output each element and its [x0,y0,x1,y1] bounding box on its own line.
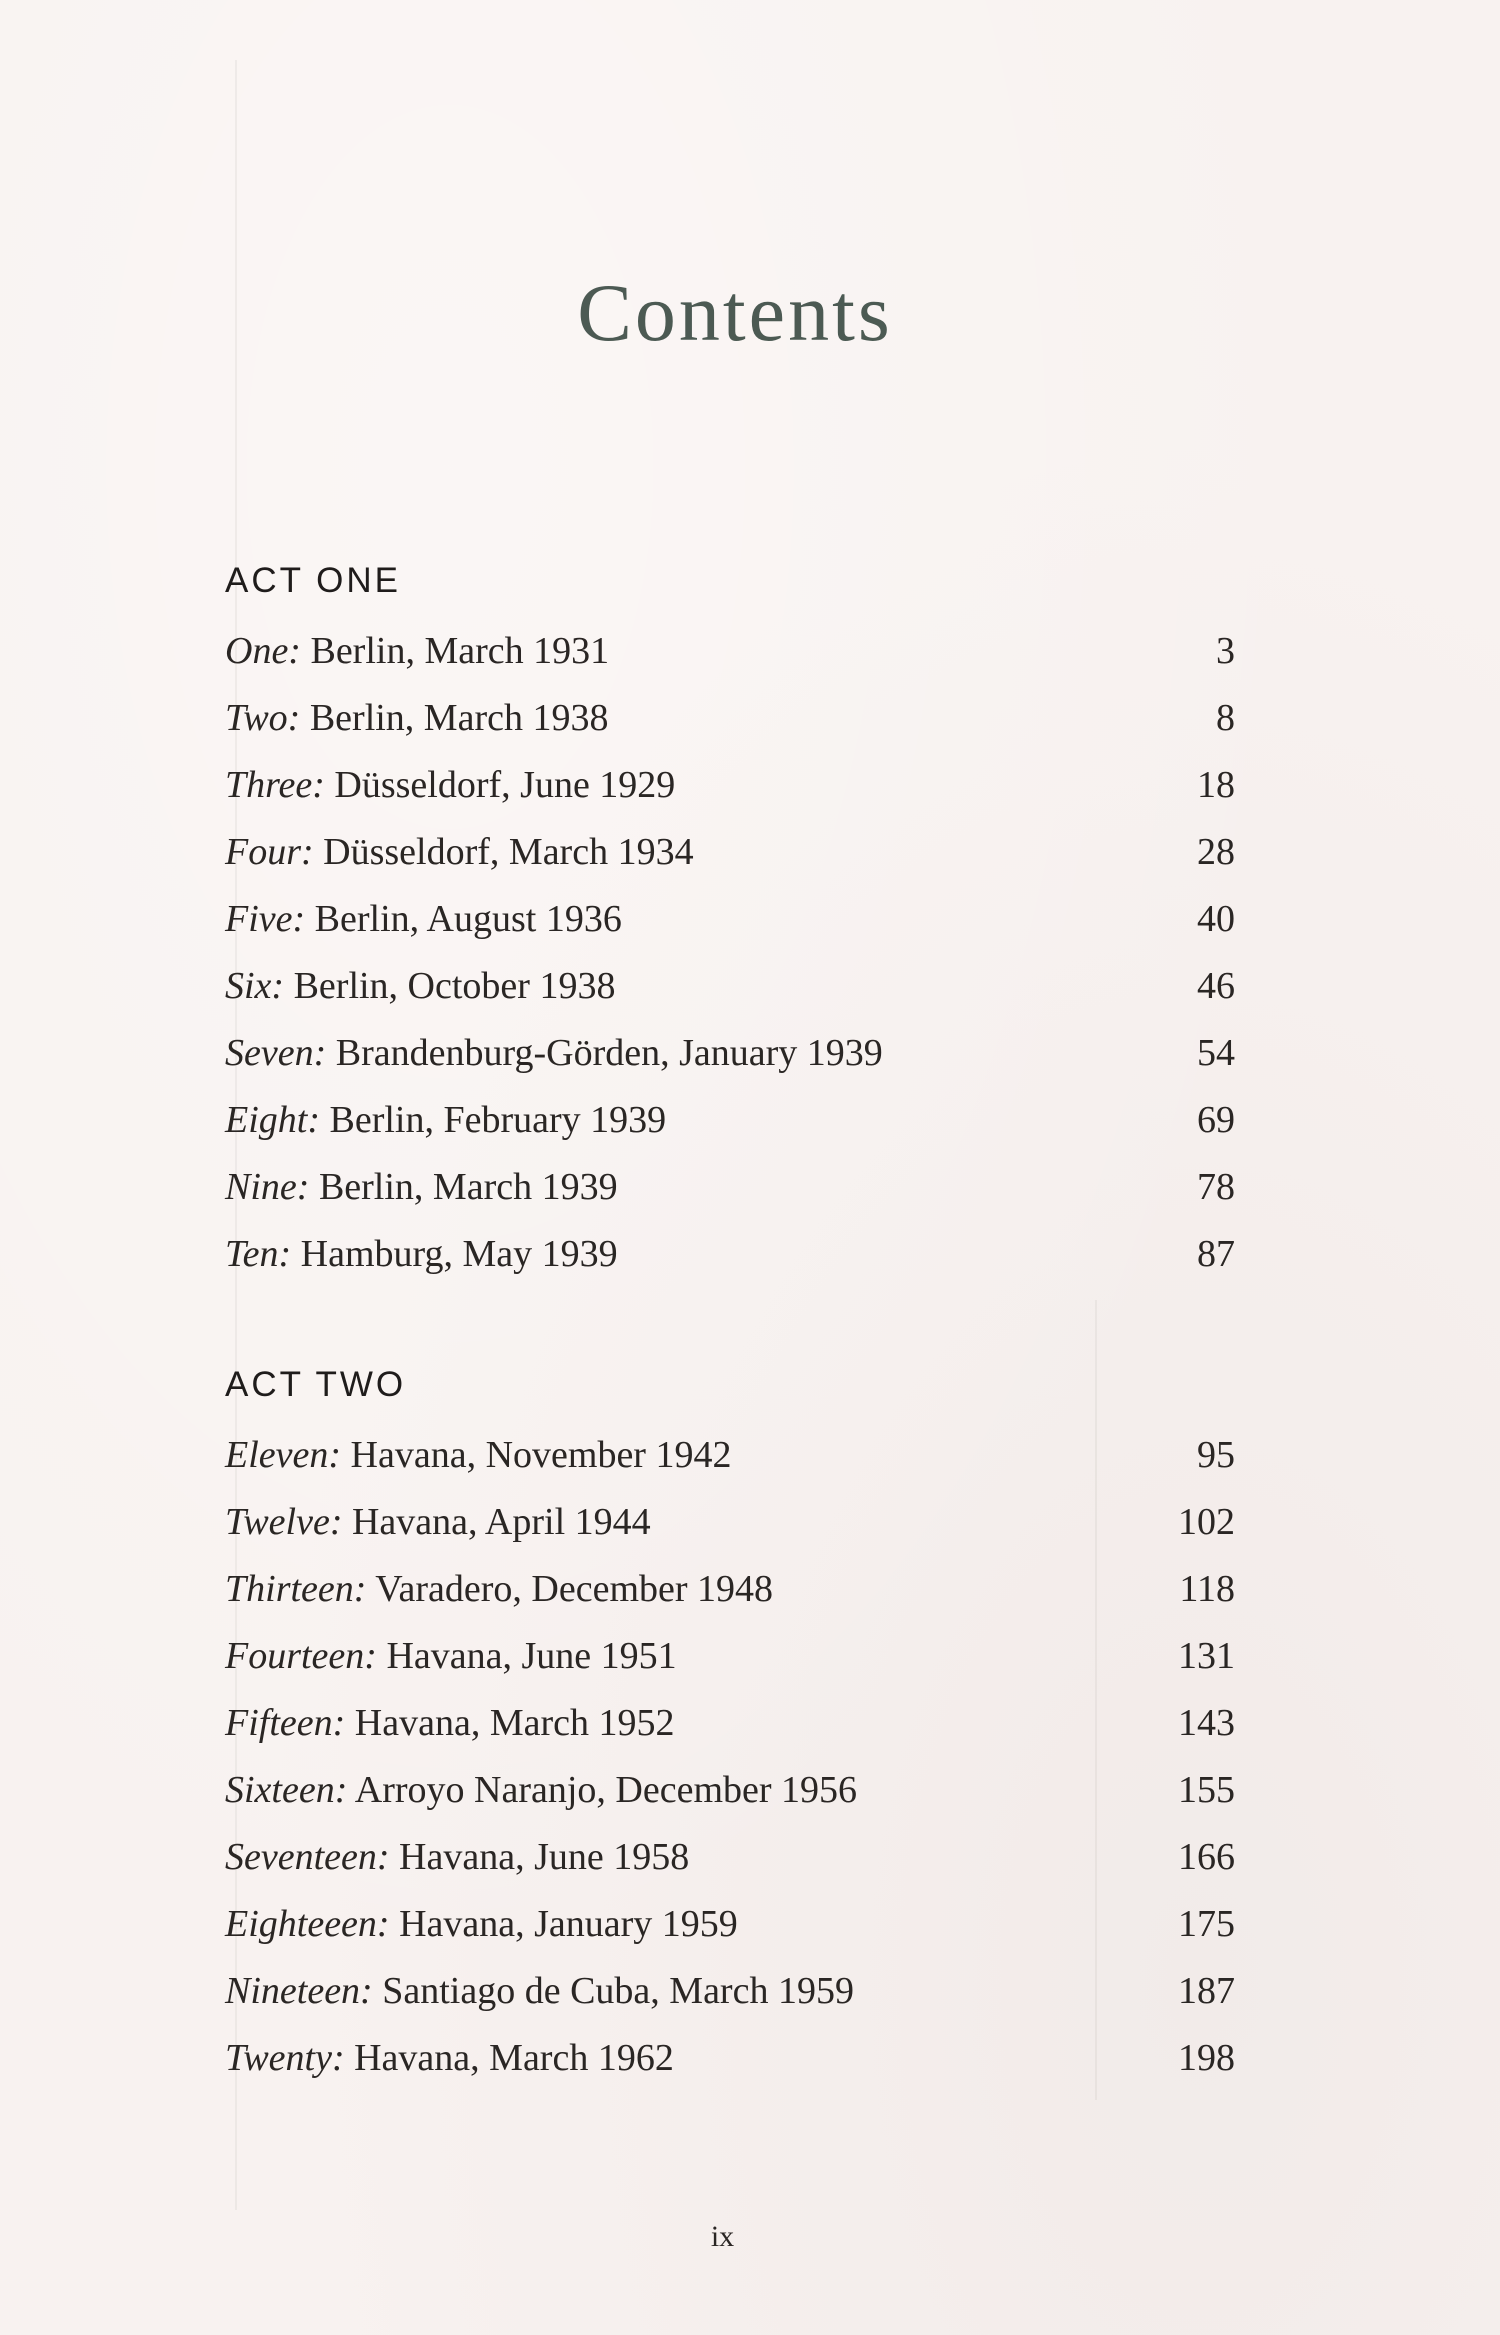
page-number: 131 [1178,1635,1235,1677]
toc-entry [225,1757,1235,1824]
chapter-place: Havana, April 1944 [351,1501,651,1543]
chapter-place: Hamburg, May 1939 [300,1233,618,1275]
page-number: 118 [1179,1568,1235,1610]
chapter-place: Varadero, December 1948 [375,1568,774,1610]
toc-entry [225,1087,1235,1154]
entry-label [225,1690,675,1757]
chapter-number: Two: [225,697,301,739]
toc-entry [225,685,1235,752]
entry-label [225,1020,883,1087]
entry-label [225,1958,854,2025]
toc-entry [225,1020,1235,1087]
entry-label [225,819,694,886]
chapter-number: Eleven: [225,1434,342,1476]
folio-page-number: ix [710,2220,735,2253]
page-number: 46 [1197,965,1235,1007]
entry-label [225,1824,689,1891]
toc-entry [225,752,1235,819]
chapter-number: Six: [225,965,285,1007]
chapter-place: Havana, January 1959 [399,1903,738,1945]
page-number: 143 [1178,1702,1235,1744]
chapter-number: One: [225,630,301,672]
chapter-number: Ten: [225,1233,292,1275]
chapter-number: Nine: [225,1166,310,1208]
entry-label [225,1891,738,1958]
entry-label [225,1556,773,1623]
page-number: 69 [1197,1099,1235,1141]
page-number: 3 [1216,630,1235,672]
entry-label [225,618,609,685]
chapter-place: Berlin, February 1939 [329,1099,667,1141]
entry-label [225,752,675,819]
toc-entry [225,1221,1235,1288]
entry-label [225,1623,677,1690]
chapter-place: Havana, June 1951 [386,1635,677,1677]
chapter-number: Sixteen: [225,1769,348,1811]
entry-label [225,1489,651,1556]
toc-entry [225,1824,1235,1891]
chapter-number: Seven: [225,1032,327,1074]
act-two-section [225,1360,1235,2092]
toc-entry [225,1422,1235,1489]
toc-entry [225,618,1235,685]
page-number: 87 [1197,1233,1235,1275]
entry-label [225,886,622,953]
chapter-place: Santiago de Cuba, March 1959 [382,1970,854,2012]
chapter-number: Twelve: [225,1501,343,1543]
chapter-place: Brandenburg-Görden, January 1939 [335,1032,883,1074]
page-number: 54 [1197,1032,1235,1074]
entry-label [225,1154,618,1221]
chapter-number: Eighteeen: [225,1903,390,1945]
page-number: 28 [1197,831,1235,873]
chapter-number: Eight: [225,1099,320,1141]
entry-label [225,1757,857,1824]
page-number: 102 [1178,1501,1235,1543]
page-number: 187 [1178,1970,1235,2012]
act-heading: ACT TWO [225,1365,407,1404]
chapter-place: Berlin, August 1936 [314,898,622,940]
chapter-number: Seventeen: [225,1836,390,1878]
toc-entry [225,1891,1235,1958]
toc-entry [225,1489,1235,1556]
entry-label [225,953,615,1020]
entry-label [225,685,608,752]
page-number: 175 [1178,1903,1235,1945]
chapter-number: Thirteen: [225,1568,367,1610]
chapter-number: Twenty: [225,2037,345,2079]
toc-entry [225,1154,1235,1221]
toc-entry [225,1556,1235,1623]
chapter-place: Berlin, March 1931 [310,630,610,672]
page-number: 155 [1178,1769,1235,1811]
chapter-place: Berlin, March 1939 [318,1166,618,1208]
page-number: 78 [1197,1166,1235,1208]
entry-label [225,2025,674,2092]
page-number: 40 [1197,898,1235,940]
chapter-number: Fifteen: [225,1702,346,1744]
act-one-section [225,556,1235,1288]
chapter-number: Four: [225,831,314,873]
page-number: 166 [1178,1836,1235,1878]
chapter-number: Fourteen: [225,1635,377,1677]
chapter-number: Three: [225,764,325,806]
toc-entry [225,1958,1235,2025]
toc-entry [225,886,1235,953]
toc-entry [225,819,1235,886]
chapter-place: Berlin, October 1938 [293,965,616,1007]
entry-label [225,1221,618,1288]
chapter-number: Nineteen: [225,1970,373,2012]
act-heading: ACT ONE [225,561,401,600]
chapter-place: Düsseldorf, March 1934 [323,831,694,873]
chapter-place: Düsseldorf, June 1929 [334,764,676,806]
chapter-number: Five: [225,898,306,940]
toc-entry [225,2025,1235,2092]
page-number: 198 [1178,2037,1235,2079]
chapter-place: Arroyo Naranjo, December 1956 [354,1769,858,1811]
entry-label [225,1087,666,1154]
toc-entry [225,953,1235,1020]
chapter-place: Havana, June 1958 [399,1836,690,1878]
toc-entry [225,1690,1235,1757]
page-number: 18 [1197,764,1235,806]
chapter-place: Havana, November 1942 [350,1434,732,1476]
chapter-place: Havana, March 1952 [354,1702,675,1744]
page-number: 95 [1197,1434,1235,1476]
chapter-place: Berlin, March 1938 [309,697,609,739]
chapter-place: Havana, March 1962 [354,2037,674,2079]
entry-label [225,1422,731,1489]
page-number: 8 [1216,697,1235,739]
page-title: Contents [577,267,893,358]
toc-entry [225,1623,1235,1690]
